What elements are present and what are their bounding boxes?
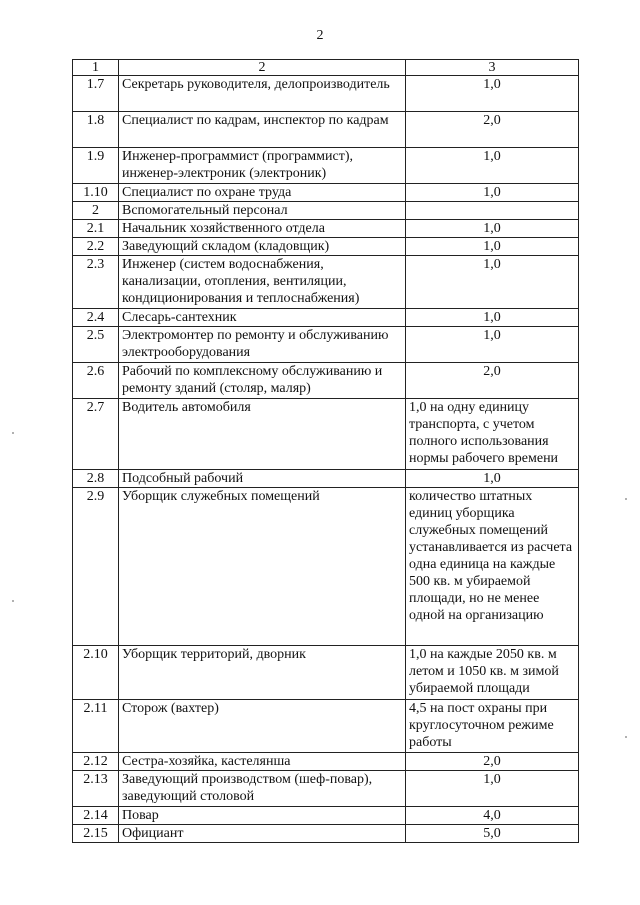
position-name: Уборщик территорий, дворник — [119, 646, 406, 700]
table-row — [73, 399, 579, 470]
position-name: Сторож (вахтер) — [119, 700, 406, 753]
header-col-3: 3 — [406, 60, 579, 76]
position-name: Инженер (систем водоснабжения, канализации, отопления, вентиляции, кондиционирования и теплоснабжения) — [119, 256, 406, 309]
row-number: 2.11 — [73, 700, 119, 753]
table-row — [73, 256, 579, 309]
position-name: Повар — [119, 807, 406, 825]
staff-units: 1,0 — [406, 148, 579, 184]
table-row — [73, 327, 579, 363]
position-name: Рабочий по комплексному обслуживанию и ремонту зданий (столяр, маляр) — [119, 363, 406, 399]
position-name: Подсобный рабочий — [119, 470, 406, 488]
staff-units: 1,0 — [406, 470, 579, 488]
staff-units: 1,0 — [406, 309, 579, 327]
row-number: 1.7 — [73, 76, 119, 112]
row-number: 2.7 — [73, 399, 119, 470]
staff-units: 1,0 — [406, 220, 579, 238]
position-name: Официант — [119, 825, 406, 843]
row-number: 2.13 — [73, 771, 119, 807]
staff-units: 5,0 — [406, 825, 579, 843]
position-name: Слесарь-сантехник — [119, 309, 406, 327]
position-name: Заведующий производством (шеф-повар), заведующий столовой — [119, 771, 406, 807]
row-number: 2.3 — [73, 256, 119, 309]
table-row — [73, 363, 579, 399]
position-name: Инженер-программист (программист), инженер-электроник (электроник) — [119, 148, 406, 184]
position-name: Вспомогательный персонал — [119, 202, 406, 220]
staff-units: 2,0 — [406, 112, 579, 148]
table-row — [73, 220, 579, 238]
staff-units: 1,0 — [406, 238, 579, 256]
position-name: Водитель автомобиля — [119, 399, 406, 470]
position-name: Уборщик служебных помещений — [119, 488, 406, 646]
row-number: 1.8 — [73, 112, 119, 148]
table-row — [73, 771, 579, 807]
staff-units: 1,0 на каждые 2050 кв. м летом и 1050 кв. м зимой убираемой площади — [406, 646, 579, 700]
table-row — [73, 148, 579, 184]
header-col-2: 2 — [119, 60, 406, 76]
staff-units: 1,0 на одну единицу транспорта, с учетом полного использования нормы рабочего времени — [406, 399, 579, 470]
row-number: 1.9 — [73, 148, 119, 184]
page-number: 2 — [316, 28, 324, 43]
row-number: 1.10 — [73, 184, 119, 202]
position-name: Секретарь руководителя, делопроизводитель — [119, 76, 406, 112]
table-row — [73, 488, 579, 646]
table-row — [73, 112, 579, 148]
scan-speck — [625, 498, 627, 500]
staff-units: 2,0 — [406, 363, 579, 399]
table-row — [73, 807, 579, 825]
header-col-1: 1 — [73, 60, 119, 76]
table-row — [73, 184, 579, 202]
row-number: 2.14 — [73, 807, 119, 825]
staff-units: 1,0 — [406, 256, 579, 309]
table-header-row — [73, 60, 579, 76]
row-number: 2.5 — [73, 327, 119, 363]
row-number: 2.12 — [73, 753, 119, 771]
scan-speck — [12, 600, 14, 602]
table-row — [73, 753, 579, 771]
position-name: Специалист по кадрам, инспектор по кадрам — [119, 112, 406, 148]
table-row — [73, 202, 579, 220]
staff-table — [72, 59, 579, 843]
table-body — [73, 76, 579, 843]
scan-speck — [625, 736, 627, 738]
staff-units: 1,0 — [406, 184, 579, 202]
scan-speck — [12, 432, 14, 434]
staff-units: 1,0 — [406, 327, 579, 363]
row-number: 2.1 — [73, 220, 119, 238]
row-number: 2 — [73, 202, 119, 220]
staff-units: 4,5 на пост охраны при круглосуточном режиме работы — [406, 700, 579, 753]
row-number: 2.8 — [73, 470, 119, 488]
staff-units: 2,0 — [406, 753, 579, 771]
position-name: Сестра-хозяйка, кастелянша — [119, 753, 406, 771]
position-name: Заведующий складом (кладовщик) — [119, 238, 406, 256]
row-number: 2.9 — [73, 488, 119, 646]
row-number: 2.10 — [73, 646, 119, 700]
staff-units: 4,0 — [406, 807, 579, 825]
row-number: 2.15 — [73, 825, 119, 843]
staff-units: количество штатных единиц уборщика служебных помещений устанавливается из расчета одна единица на каждые 500 кв. м убираемой площади, но не менее одной на организацию — [406, 488, 579, 646]
table-row — [73, 470, 579, 488]
row-number: 2.6 — [73, 363, 119, 399]
staff-units: 1,0 — [406, 76, 579, 112]
staff-units — [406, 202, 579, 220]
table-row — [73, 825, 579, 843]
position-name: Электромонтер по ремонту и обслуживанию электрооборудования — [119, 327, 406, 363]
position-name: Начальник хозяйственного отдела — [119, 220, 406, 238]
row-number: 2.4 — [73, 309, 119, 327]
staff-units: 1,0 — [406, 771, 579, 807]
table-row — [73, 646, 579, 700]
table-row — [73, 309, 579, 327]
row-number: 2.2 — [73, 238, 119, 256]
table-row — [73, 238, 579, 256]
table-row — [73, 76, 579, 112]
table-row — [73, 700, 579, 753]
position-name: Специалист по охране труда — [119, 184, 406, 202]
